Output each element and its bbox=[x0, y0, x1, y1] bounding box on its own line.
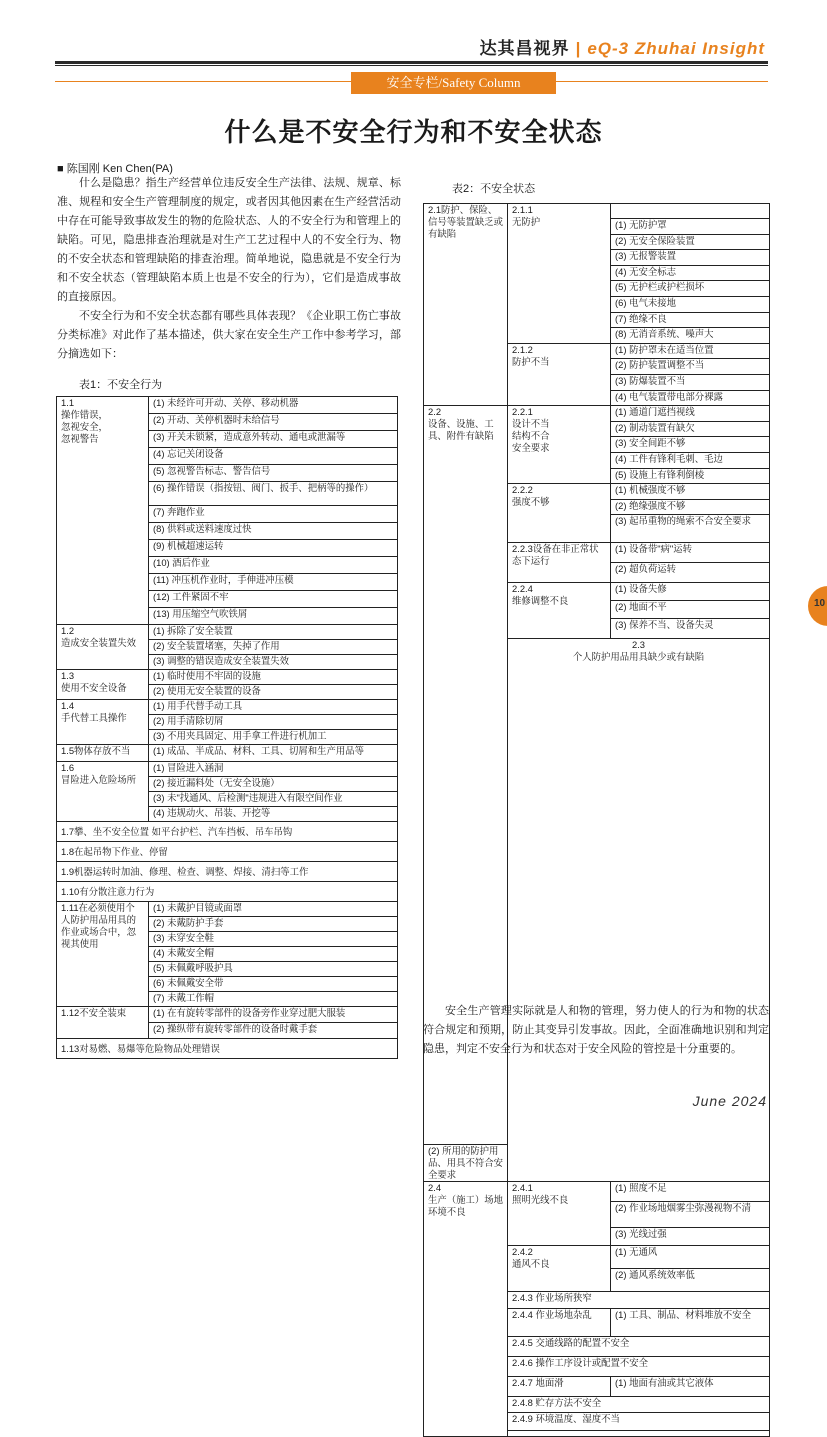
issue-date: June 2024 bbox=[692, 1093, 767, 1109]
category-cell: 2.1防护、保险、信号等装置缺乏或有缺陷 bbox=[424, 204, 508, 406]
item-cell: (9) 机械超速运转 bbox=[149, 540, 398, 557]
subcategory-cell: 2.4.6 操作工序设计或配置不安全 bbox=[508, 1357, 770, 1377]
item-cell: (2) 安全装置堵塞，失掉了作用 bbox=[149, 640, 398, 655]
subcategory-cell: 2.4.3 作业场所狭窄 bbox=[508, 1292, 770, 1309]
item-cell: (1) 拆除了安全装置 bbox=[149, 625, 398, 640]
category-cell: 1.10有分散注意力行为 bbox=[57, 882, 398, 902]
item-cell: (1) 冒险进入涵洞 bbox=[149, 762, 398, 777]
item-cell: (7) 未戴工作帽 bbox=[149, 992, 398, 1007]
item-cell: (3) 安全间距不够 bbox=[611, 437, 770, 453]
item-cell: (5) 未佩戴呼吸护具 bbox=[149, 962, 398, 977]
subcategory-cell: 2.2.2 强度不够 bbox=[508, 484, 611, 543]
author-line: ■ 陈国刚 Ken Chen(PA) bbox=[57, 163, 173, 175]
item-cell: (7) 奔跑作业 bbox=[149, 506, 398, 523]
masthead-divider: | bbox=[575, 39, 582, 58]
subcategory-cell: 2.4.2 通风不良 bbox=[508, 1246, 611, 1292]
item-cell: (3) 防爆装置不当 bbox=[611, 374, 770, 390]
blank-cell bbox=[611, 204, 770, 219]
item-cell: (1) 临时使用不牢固的设施 bbox=[149, 670, 398, 685]
category-cell: 1.2 造成安全装置失效 bbox=[57, 625, 149, 670]
unsafe-behavior-table bbox=[56, 396, 398, 1059]
item-cell: (3) 无报警装置 bbox=[611, 250, 770, 266]
item-cell: (2) 用手清除切屑 bbox=[149, 715, 398, 730]
item-cell: (8) 供料或送料速度过快 bbox=[149, 523, 398, 540]
item-cell: (2) 使用无安全装置的设备 bbox=[149, 685, 398, 700]
item-cell: (1) 机械强度不够 bbox=[611, 484, 770, 500]
item-cell: (10) 酒后作业 bbox=[149, 557, 398, 574]
item-cell: (4) 电气装置带电部分裸露 bbox=[611, 390, 770, 406]
item-cell: (5) 设施上有锋利倒棱 bbox=[611, 468, 770, 484]
closing-text bbox=[423, 1002, 769, 1059]
unsafe-behavior-table-body bbox=[57, 397, 398, 1059]
unsafe-condition-table-body bbox=[424, 204, 770, 1437]
category-cell: 1.4 手代替工具操作 bbox=[57, 700, 149, 745]
item-cell: (2) 地面不平 bbox=[611, 601, 770, 619]
category-cell: 1.8在起吊物下作业、停留 bbox=[57, 842, 398, 862]
item-cell: (2) 制动装置有缺欠 bbox=[611, 421, 770, 437]
table-row bbox=[57, 882, 398, 902]
item-cell: (5) 无护栏或护栏损坏 bbox=[611, 281, 770, 297]
table-row bbox=[57, 902, 398, 917]
subcategory-cell: 2.2.1 设计不当 结构不合 安全要求 bbox=[508, 406, 611, 484]
masthead bbox=[480, 34, 765, 59]
table2-caption: 表2：不安全状态 bbox=[452, 183, 536, 195]
item-cell: (2) 防护装置调整不当 bbox=[611, 359, 770, 375]
category-cell: 1.13对易燃、易爆等危险物品处理错误 bbox=[57, 1039, 398, 1059]
item-cell: (3) 开关未锁紧，造成意外转动、通电或泄漏等 bbox=[149, 431, 398, 448]
table-row bbox=[57, 745, 398, 762]
header-rule bbox=[55, 61, 768, 64]
subcategory-cell: 2.1.1 无防护 bbox=[508, 204, 611, 344]
item-cell: (1) 未经许可开动、关停、移动机器 bbox=[149, 397, 398, 414]
item-cell: (2) 绝缘强度不够 bbox=[611, 499, 770, 515]
table-row bbox=[57, 397, 398, 414]
item-cell: (4) 无安全标志 bbox=[611, 265, 770, 281]
magazine-name-cn: 达其昌视界 bbox=[479, 39, 570, 58]
item-cell: (7) 绝缘不良 bbox=[611, 312, 770, 328]
item-cell: (3) 调整的错误造成安全装置失效 bbox=[149, 655, 398, 670]
category-cell: 2.3 个人防护用品用具缺少或有缺陷 bbox=[508, 639, 770, 1182]
category-cell: 2.4 生产（施工）场地环境不良 bbox=[424, 1182, 508, 1437]
page-number: 10 bbox=[814, 598, 826, 609]
category-cell: 1.5物体存放不当 bbox=[57, 745, 149, 762]
item-cell: (1) 工具、制品、材料堆放不安全 bbox=[611, 1309, 770, 1337]
blank-cell bbox=[508, 1431, 770, 1437]
table-row bbox=[57, 1039, 398, 1059]
column-band bbox=[55, 72, 768, 94]
article-title: 什么是不安全行为和不安全状态 bbox=[224, 118, 603, 148]
subcategory-cell: 2.4.9 环境温度、湿度不当 bbox=[508, 1413, 770, 1431]
category-cell: 1.3 使用不安全设备 bbox=[57, 670, 149, 700]
item-cell: (12) 工件紧固不牢 bbox=[149, 591, 398, 608]
intro-paragraph: 什么是隐患？指生产经营单位违反安全生产法律、法规、规章、标准、规程和安全生产管理制度的规定，或者因其他因素在生产经营活动中存在可能导致事故发生的物的危险状态、人的不安全行为和管理上的缺陷。可见，隐患排查治理就是对生产工艺过程中人的不安全行为、物的不安全状态和管理缺陷的排查治理。简单地说，隐患就是不安全行为和不安全状态（管理缺陷本质上也是不安全的行为），它们是造成事故的直接原因。 bbox=[57, 177, 401, 303]
item-cell: (1) 地面有油或其它液体 bbox=[611, 1377, 770, 1397]
subcategory-cell: 2.4.5 交通线路的配置不安全 bbox=[508, 1337, 770, 1357]
table1-caption: 表1：不安全行为 bbox=[79, 379, 163, 391]
item-cell: (6) 操作错误（指按钮、阀门、扳手、把柄等的操作） bbox=[149, 482, 398, 506]
item-cell: (11) 冲压机作业时，手伸进冲压模 bbox=[149, 574, 398, 591]
category-cell: 1.11在必须使用个人防护用品用具的作业或场合中，忽视其使用 bbox=[57, 902, 149, 1007]
intro-paragraph: 不安全行为和不安全状态都有哪些具体表现？《企业职工伤亡事故分类标准》对此作了基本描述，供大家在安全生产工作中参考学习，部分摘选如下： bbox=[57, 310, 401, 360]
item-cell: (2) 通风系统效率低 bbox=[611, 1269, 770, 1292]
category-cell: 1.9机器运转时加油、修理、检查、调整、焊接、清扫等工作 bbox=[57, 862, 398, 882]
item-cell: (1) 在有旋转零部件的设备旁作业穿过肥大服装 bbox=[149, 1007, 398, 1023]
magazine-name-en: eQ-3 Zhuhai Insight bbox=[587, 39, 765, 58]
item-cell: (3) 起吊重物的绳索不合安全要求 bbox=[611, 515, 770, 543]
item-cell: (13) 用压缩空气吹铁屑 bbox=[149, 608, 398, 625]
item-cell: (3) 未"找通风、后检测"违规进入有限空间作业 bbox=[149, 792, 398, 807]
table-row bbox=[57, 842, 398, 862]
table-row bbox=[57, 822, 398, 842]
item-cell: (1) 设备失修 bbox=[611, 583, 770, 601]
item-cell: (8) 无消音系统、噪声大 bbox=[611, 328, 770, 344]
subcategory-cell: 2.1.2 防护不当 bbox=[508, 343, 611, 405]
table-row bbox=[57, 625, 398, 640]
column-tag: 安全专栏/Safety Column bbox=[351, 72, 556, 94]
item-cell: (4) 未戴安全帽 bbox=[149, 947, 398, 962]
item-cell: (2) 操纵带有旋转零部件的设备时戴手套 bbox=[149, 1023, 398, 1039]
category-cell: 1.7攀、坐不安全位置 如平台护栏、汽车挡板、吊车吊钩 bbox=[57, 822, 398, 842]
table-row bbox=[57, 700, 398, 715]
subcategory-cell: 2.4.8 贮存方法不安全 bbox=[508, 1397, 770, 1413]
item-cell: (1) 防护罩未在适当位置 bbox=[611, 343, 770, 359]
item-cell: (1) 设备带"病"运转 bbox=[611, 543, 770, 563]
item-cell: (4) 工件有锋利毛刺、毛边 bbox=[611, 452, 770, 468]
header-rule-thin bbox=[55, 65, 768, 66]
category-cell: 1.12不安全装束 bbox=[57, 1007, 149, 1039]
item-cell: (1) 无通风 bbox=[611, 1246, 770, 1269]
item-cell: (2) 未戴防护手套 bbox=[149, 917, 398, 932]
closing-paragraph: 安全生产管理实际就是人和物的管理，努力使人的行为和物的状态符合规定和预期，防止其变异引发事故。因此，全面准确地识别和判定隐患，判定不安全行为和状态对于安全风险的管控是十分重要的。 bbox=[423, 1005, 769, 1055]
item-cell: (3) 未穿安全鞋 bbox=[149, 932, 398, 947]
subcategory-cell: 2.2.4 维修调整不良 bbox=[508, 583, 611, 639]
category-cell: 1.6 冒险进入危险场所 bbox=[57, 762, 149, 822]
category-cell: 1.1 操作错误， 忽视安全， 忽视警告 bbox=[57, 397, 149, 625]
item-cell: (1) 用手代替手动工具 bbox=[149, 700, 398, 715]
item-cell: (2) 所用的防护用品、用具不符合安全要求 bbox=[424, 1145, 508, 1182]
item-cell: (4) 违规动火、吊装、开挖等 bbox=[149, 807, 398, 822]
subcategory-cell: 2.4.4 作业场地杂乱 bbox=[508, 1309, 611, 1337]
item-cell: (2) 接近漏料处（无安全设施） bbox=[149, 777, 398, 792]
item-cell: (2) 超负荷运转 bbox=[611, 563, 770, 583]
subcategory-cell: 2.4.1 照明光线不良 bbox=[508, 1182, 611, 1246]
table-row bbox=[57, 670, 398, 685]
item-cell: (4) 忘记关闭设备 bbox=[149, 448, 398, 465]
item-cell: (3) 光线过强 bbox=[611, 1228, 770, 1246]
item-cell: (1) 成品、半成品、材料、工具、切屑和生产用品等 bbox=[149, 745, 398, 762]
intro-text bbox=[57, 174, 401, 364]
item-cell: (1) 无防护罩 bbox=[611, 219, 770, 235]
item-cell: (1) 通道门遮挡视线 bbox=[611, 406, 770, 422]
subcategory-cell: 2.2.3设备在非正常状态下运行 bbox=[508, 543, 611, 583]
item-cell: (3) 不用夹具固定、用手拿工件进行机加工 bbox=[149, 730, 398, 745]
item-cell: (5) 忽视警告标志、警告信号 bbox=[149, 465, 398, 482]
item-cell: (2) 开动、关停机器时未给信号 bbox=[149, 414, 398, 431]
table-row bbox=[57, 762, 398, 777]
item-cell: (1) 照度不足 bbox=[611, 1182, 770, 1202]
subcategory-cell: 2.4.7 地面滑 bbox=[508, 1377, 611, 1397]
item-cell: (2) 作业场地烟雾尘弥漫视物不清 bbox=[611, 1202, 770, 1228]
table-row bbox=[424, 204, 770, 219]
item-cell: (6) 未佩戴安全带 bbox=[149, 977, 398, 992]
table-row bbox=[57, 862, 398, 882]
table-row bbox=[57, 1007, 398, 1023]
item-cell: (3) 保养不当、设备失灵 bbox=[611, 619, 770, 639]
item-cell: (2) 无安全保险装置 bbox=[611, 234, 770, 250]
unsafe-condition-table bbox=[423, 203, 770, 1437]
category-cell: 2.2 设备、设施、工具、附件有缺陷 bbox=[424, 406, 508, 1145]
item-cell: (1) 未戴护目镜或面罩 bbox=[149, 902, 398, 917]
item-cell: (6) 电气未接地 bbox=[611, 296, 770, 312]
